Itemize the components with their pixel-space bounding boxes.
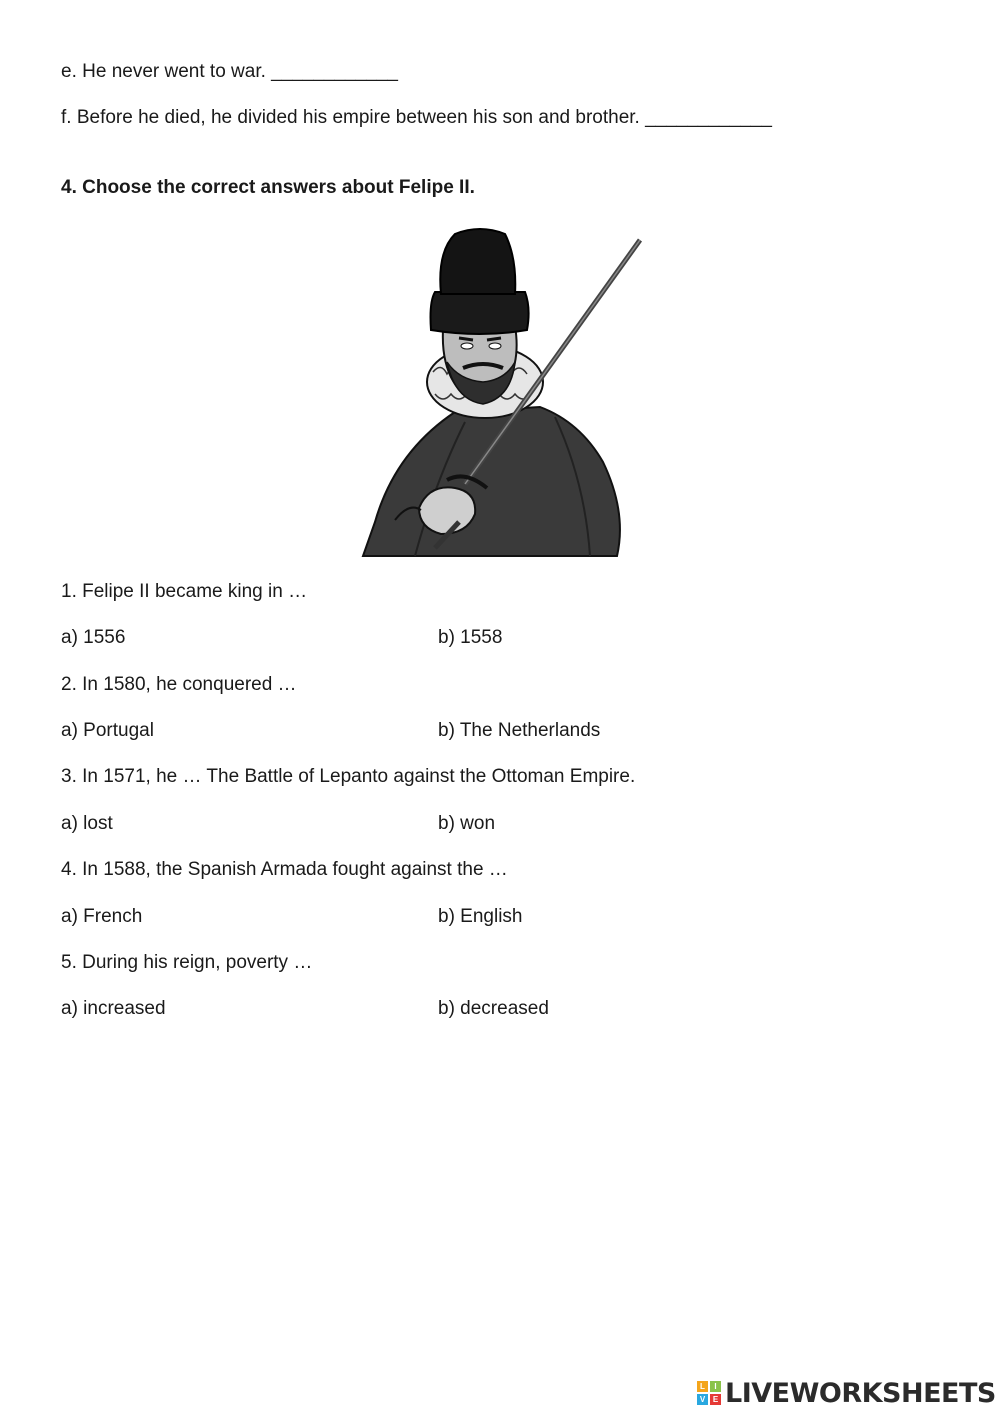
liveworksheets-logo bbox=[697, 1376, 996, 1410]
question-4: 4. In 1588, the Spanish Armada fought against the … bbox=[61, 859, 508, 880]
logo-icon bbox=[697, 1381, 721, 1405]
question-5: 5. During his reign, poverty … bbox=[61, 952, 313, 973]
question-3-option-a[interactable]: a) lost bbox=[61, 813, 113, 834]
logo-box-l: L bbox=[697, 1381, 708, 1392]
logo-box-e: E bbox=[710, 1394, 721, 1405]
logo-box-i: I bbox=[710, 1381, 721, 1392]
logo-text: LIVEWORKSHEETS bbox=[725, 1377, 996, 1409]
question-3-option-b[interactable]: b) won bbox=[438, 813, 496, 834]
question-5-option-b[interactable]: b) decreased bbox=[438, 998, 549, 1019]
question-1-option-b[interactable]: b) 1558 bbox=[438, 627, 503, 648]
question-3: 3. In 1571, he … The Battle of Lepanto against the Ottoman Empire. bbox=[61, 766, 636, 787]
item-e-text: e. He never went to war. ____________ bbox=[61, 61, 398, 82]
section-heading: 4. Choose the correct answers about Felipe II. bbox=[61, 177, 475, 198]
question-2-option-a[interactable]: a) Portugal bbox=[61, 720, 154, 741]
question-1-option-a[interactable]: a) 1556 bbox=[61, 627, 126, 648]
question-2-option-b[interactable]: b) The Netherlands bbox=[438, 720, 601, 741]
question-2: 2. In 1580, he conquered … bbox=[61, 674, 297, 695]
felipe-ii-illustration bbox=[355, 222, 655, 562]
question-4-option-b[interactable]: b) English bbox=[438, 906, 523, 927]
question-5-option-a[interactable]: a) increased bbox=[61, 998, 166, 1019]
question-1: 1. Felipe II became king in … bbox=[61, 581, 308, 602]
item-f-text: f. Before he died, he divided his empire between his son and brother. ____________ bbox=[61, 107, 772, 128]
question-4-option-a[interactable]: a) French bbox=[61, 906, 143, 927]
logo-box-v: V bbox=[697, 1394, 708, 1405]
